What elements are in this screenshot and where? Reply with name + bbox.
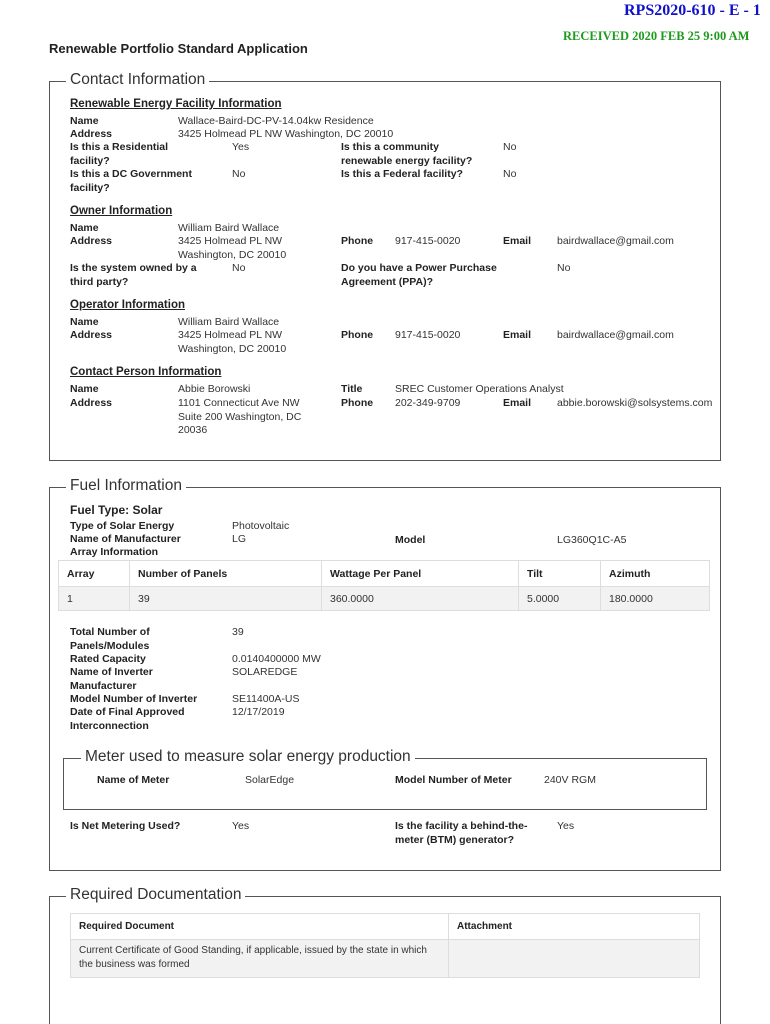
owner-info-title: Owner Information (70, 205, 173, 217)
total-panels-label: Total Number of Panels/Modules (70, 626, 150, 652)
documents-table (70, 913, 700, 978)
inverter-model-label: Model Number of Inverter (70, 693, 198, 705)
ppa-value: No (557, 262, 571, 274)
solar-type-value: Photovoltaic (232, 520, 290, 532)
meter-model-value: 240V RGM (544, 774, 596, 786)
interconnection-label: Date of Final Approved Interconnection (70, 706, 185, 732)
wattage-col-header: Wattage Per Panel (322, 561, 519, 587)
contact-person-title: Contact Person Information (70, 366, 222, 378)
contact-phone-value: 202-349-9709 (395, 397, 461, 409)
array-table (58, 560, 710, 611)
model-label: Model (395, 534, 426, 546)
required-document-col-header: Required Document (71, 914, 449, 940)
facility-address-label: Address (70, 128, 113, 140)
contact-title-label: Title (341, 383, 363, 395)
case-number-stamp: RPS2020-610 - E - 1 (624, 2, 761, 19)
operator-phone-value: 917-415-0020 (395, 329, 461, 341)
operator-email-label: Email (503, 329, 532, 341)
meter-name-label: Name of Meter (97, 774, 170, 786)
operator-name-label: Name (70, 316, 99, 328)
contact-address-label: Address (70, 397, 113, 409)
net-metering-value: Yes (232, 820, 250, 832)
owner-email-value[interactable]: bairdwallace@gmail.com (557, 235, 674, 247)
azimuth-col-header: Azimuth (601, 561, 710, 587)
rated-capacity-label: Rated Capacity (70, 653, 146, 665)
fuel-information-legend: Fuel Information (66, 477, 186, 495)
solar-type-label: Type of Solar Energy (70, 520, 175, 532)
owner-email-label: Email (503, 235, 532, 247)
owner-phone-value: 917-415-0020 (395, 235, 461, 247)
ppa-label: Do you have a Power Purchase Agreement (PPA)? (341, 262, 497, 288)
operator-address-value: 3425 Holmead PL NW Washington, DC 20010 (178, 329, 287, 355)
operator-name-value: William Baird Wallace (178, 316, 280, 328)
net-metering-label: Is Net Metering Used? (70, 820, 181, 832)
residential-value: Yes (232, 141, 250, 153)
document-name-cell: Current Certificate of Good Standing, if applicable, issued by the state in which the business was formed (71, 940, 449, 978)
required-documentation-legend: Required Documentation (66, 886, 245, 904)
meter-name-value: SolarEdge (245, 774, 295, 786)
rated-capacity-value: 0.0140400000 MW (232, 653, 321, 665)
owner-name-label: Name (70, 222, 99, 234)
model-value: LG360Q1C-A5 (557, 534, 627, 546)
community-value: No (503, 141, 517, 153)
attachment-col-header: Attachment (449, 914, 700, 940)
contact-phone-label: Phone (341, 397, 374, 409)
panels-col-header: Number of Panels (130, 561, 322, 587)
table-row (71, 940, 700, 978)
documents-table-header (71, 914, 700, 940)
contact-address-value: 1101 Connecticut Ave NW Suite 200 Washington, DC 20036 (178, 397, 302, 436)
facility-name-label: Name (70, 115, 99, 127)
wattage-cell: 360.0000 (322, 587, 519, 611)
operator-email-value[interactable]: bairdwallace@gmail.com (557, 329, 674, 341)
inverter-mfr-value: SOLAREDGE (232, 666, 298, 678)
dc-government-label: Is this a DC Government facility? (70, 168, 192, 194)
operator-info-title: Operator Information (70, 299, 186, 311)
btm-label: Is the facility a behind-the-meter (BTM) generator? (395, 820, 528, 846)
facility-address-value: 3425 Holmead PL NW Washington, DC 20010 (178, 128, 394, 140)
array-col-header: Array (59, 561, 130, 587)
operator-address-label: Address (70, 329, 113, 341)
dc-government-value: No (232, 168, 246, 180)
owner-name-value: William Baird Wallace (178, 222, 280, 234)
third-party-value: No (232, 262, 246, 274)
owner-phone-label: Phone (341, 235, 374, 247)
facility-name-value: Wallace-Baird-DC-PV-14.04kw Residence (178, 115, 374, 127)
interconnection-value: 12/17/2019 (232, 706, 285, 718)
residential-label: Is this a Residential facility? (70, 141, 169, 167)
manufacturer-value: LG (232, 533, 247, 545)
inverter-model-value: SE11400A-US (232, 693, 300, 705)
facility-info-title: Renewable Energy Facility Information (70, 98, 282, 110)
owner-address-value: 3425 Holmead PL NW Washington, DC 20010 (178, 235, 287, 261)
fuel-type-title: Fuel Type: Solar (70, 503, 163, 517)
table-row (59, 587, 710, 611)
owner-address-label: Address (70, 235, 113, 247)
meter-model-label: Model Number of Meter (395, 774, 512, 786)
third-party-label: Is the system owned by a third party? (70, 262, 197, 288)
community-label: Is this a community renewable energy facility? (341, 141, 473, 167)
inverter-mfr-label: Name of Inverter Manufacturer (70, 666, 153, 692)
contact-name-label: Name (70, 383, 99, 395)
federal-label: Is this a Federal facility? (341, 168, 463, 180)
total-panels-value: 39 (232, 626, 244, 638)
manufacturer-label: Name of Manufacturer (70, 533, 181, 545)
btm-value: Yes (557, 820, 575, 832)
operator-phone-label: Phone (341, 329, 374, 341)
tilt-cell: 5.0000 (519, 587, 601, 611)
contact-email-value[interactable]: abbie.borowski@solsystems.com (557, 397, 713, 409)
attachment-cell[interactable] (449, 940, 700, 978)
contact-name-value: Abbie Borowski (178, 383, 251, 395)
page-title: Renewable Portfolio Standard Application (49, 41, 308, 56)
array-cell: 1 (59, 587, 130, 611)
array-table-header (59, 561, 710, 587)
azimuth-cell: 180.0000 (601, 587, 710, 611)
meter-legend: Meter used to measure solar energy production (81, 748, 415, 766)
tilt-col-header: Tilt (519, 561, 601, 587)
array-info-label: Array Information (70, 546, 159, 558)
received-stamp: RECEIVED 2020 FEB 25 9:00 AM (563, 29, 750, 43)
panels-cell: 39 (130, 587, 322, 611)
contact-email-label: Email (503, 397, 532, 409)
contact-information-legend: Contact Information (66, 71, 209, 89)
federal-value: No (503, 168, 517, 180)
contact-title-value: SREC Customer Operations Analyst (395, 383, 564, 395)
